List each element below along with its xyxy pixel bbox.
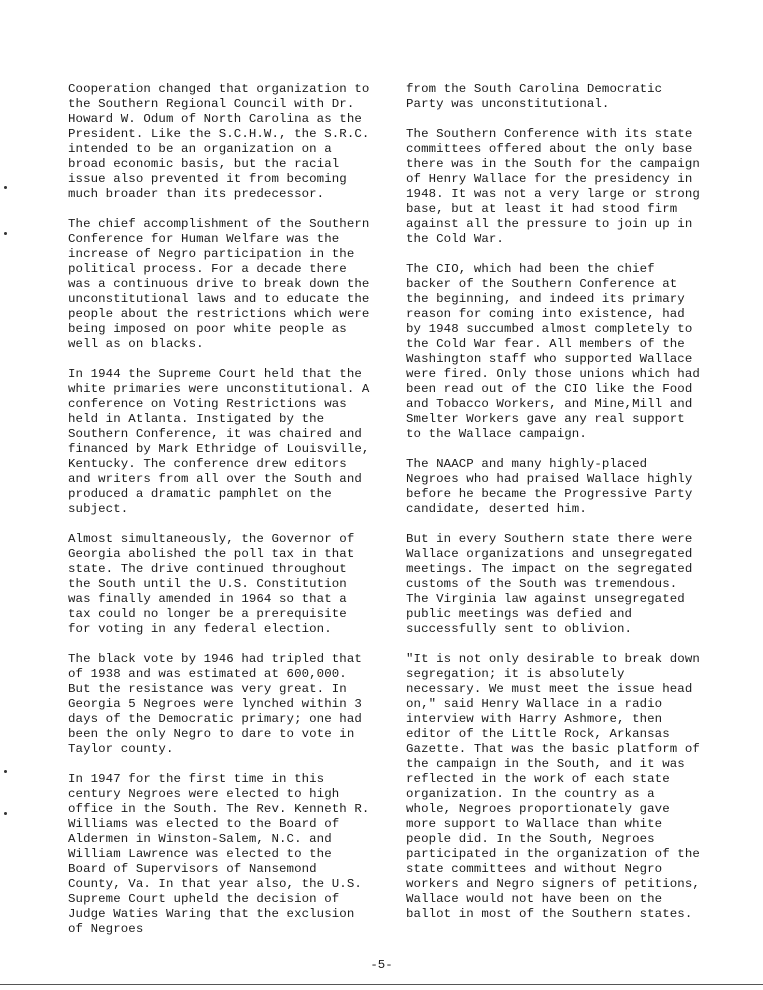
paragraph: In 1944 the Supreme Court held that the white primaries were unconstitutional. A conference on Voting Restrictions was held in Atlanta. Instigated by the Southern Conference, it was chaired and financed by Mark Ethridge of Louisville, Kentucky. The conference drew editors and writers from all over the South and produced a dramatic pamphlet on the subject. bbox=[68, 367, 377, 516]
paragraph: Cooperation changed that organization to the Southern Regional Council with Dr. Howard W. Odum of North Carolina as the President. Like the S.C.H.W., the S.R.C. intended to be an organization on a broad economic basis, but the racial issue also prevented it from becoming much broader than its predecessor. bbox=[68, 82, 377, 201]
paragraph: In 1947 for the first time in this century Negroes were elected to high office in the South. The Rev. Kenneth R. Williams was elected to the Board of Aldermen in Winston-Salem, N.C. and William Lawrence was elected to the Board of Supervisors of Nansemond County, Va. In that year also, the U.S. Supreme Court upheld the decision of Judge Waties Waring that the exclusion of Negroes bbox=[68, 772, 377, 936]
left-column bbox=[68, 82, 377, 952]
right-column bbox=[406, 82, 706, 937]
page-number: -5- bbox=[370, 958, 393, 972]
paragraph: The black vote by 1946 had tripled that of 1938 and was estimated at 600,000. But the resistance was very great. In Georgia 5 Negroes were lynched within 3 days of the Democratic primary; one had been the only Negro to dare to vote in Taylor county. bbox=[68, 652, 370, 756]
margin-mark bbox=[4, 186, 7, 189]
paragraph: The CIO, which had been the chief backer of the Southern Conference at the beginning, and indeed its primary reason for coming into existence, had by 1948 succumbed almost completely to the Cold War fear. All members of the Washington staff who supported Wallace were fired. Only those unions which had been read out of the CIO like the Food and Tobacco Workers, and Mine,Mill and Smelter Workers gave any real support to the Wallace campaign. bbox=[406, 262, 708, 441]
paragraph: from the South Carolina Democratic Party was unconstitutional. bbox=[406, 82, 670, 111]
paragraph: But in every Southern state there were Wallace organizations and unsegregated meetings. The impact on the segregated customs of the South was tremendous. The Virginia law against unsegregated public meetings was defied and successfully sent to oblivion. bbox=[406, 532, 700, 636]
paragraph: The chief accomplishment of the Southern Conference for Human Welfare was the increase of Negro participation in the political process. For a decade there was a continuous drive to break down the unconstitutional laws and to educate the people about the restrictions which were being imposed on poor white people as well as on blacks. bbox=[68, 217, 377, 351]
paragraph: The NAACP and many highly-placed Negroes who had praised Wallace highly before he became the Progressive Party candidate, deserted him. bbox=[406, 457, 700, 516]
margin-mark bbox=[4, 232, 7, 235]
paragraph: The Southern Conference with its state committees offered about the only base there was in the South for the campaign of Henry Wallace for the presidency in 1948. It was not a very large or strong base, but at least it had stood firm against all the pressure to join up in the Cold War. bbox=[406, 127, 708, 246]
paragraph: Almost simultaneously, the Governor of Georgia abolished the poll tax in that state. The drive continued throughout the South until the U.S. Constitution was finally amended in 1964 so that a tax could no longer be a prerequisite for voting in any federal election. bbox=[68, 532, 362, 636]
margin-mark bbox=[4, 770, 7, 773]
footer-rule bbox=[0, 984, 763, 985]
paragraph: "It is not only desirable to break down segregation; it is absolutely necessary. We must meet the issue head on," said Henry Wallace in a radio interview with Harry Ashmore, then editor of the Little Rock, Arkansas Gazette. That was the basic platform of the campaign in the South, and it was reflected in the work of each state organization. In the country as a whole, Negroes proportionately gave more support to Wallace than white people did. In the South, Negroes participated in the organization of the state committees and without Negro workers and Negro signers of petitions, Wallace would not have been on the ballot in most of the Southern states. bbox=[406, 652, 708, 921]
margin-mark bbox=[4, 812, 7, 815]
